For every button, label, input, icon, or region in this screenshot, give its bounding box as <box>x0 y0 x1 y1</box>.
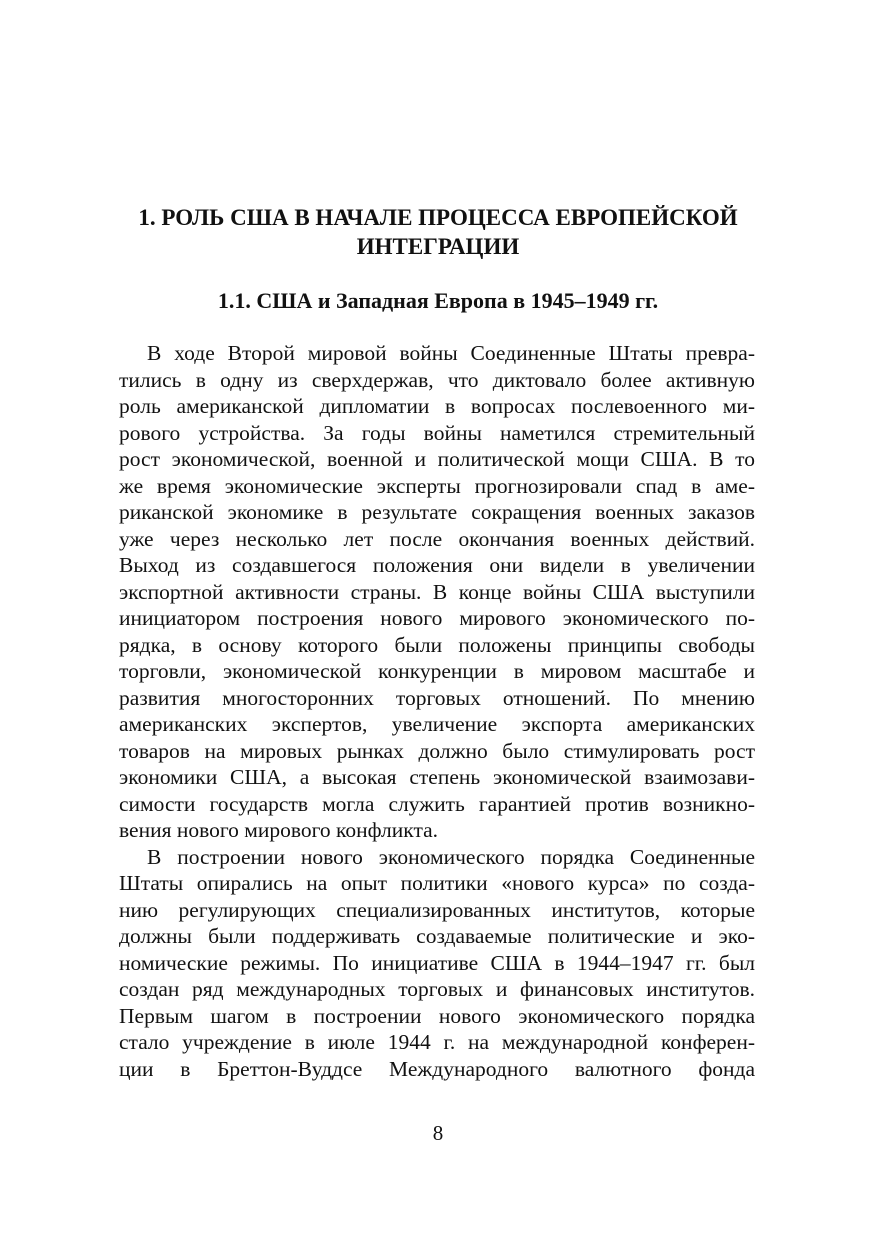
text-line: номические режимы. По инициативе США в 1944–1947 гг. был <box>119 950 755 975</box>
text-line: должны были поддерживать создаваемые политические и эко- <box>119 924 755 948</box>
text-line: рового устройства. За годы войны наметился стремительный <box>119 420 755 445</box>
page-number: 8 <box>432 1121 444 1145</box>
text-line: ции в Бреттон-Вуддсе Международного валютного фонда <box>119 1056 755 1081</box>
body-text <box>119 340 755 1082</box>
paragraph-2 <box>119 844 755 1083</box>
text-line: уже через несколько лет после окончания военных действий. <box>119 526 755 551</box>
text-line: создан ряд международных торговых и финансовых институтов. <box>119 977 755 1001</box>
text-line: вения нового мирового конфликта. <box>119 818 439 842</box>
text-line: тились в одну из сверхдержав, что диктовало более активную <box>119 367 755 392</box>
text-line: В ходе Второй мировой войны Соединенные Штаты превра- <box>147 341 755 365</box>
text-line: американских экспертов, увеличение экспорта американских <box>119 712 755 736</box>
text-line: товаров на мировых рынках должно было стимулировать рост <box>119 738 755 763</box>
text-line: развития многосторонних торговых отношений. По мнению <box>119 685 755 710</box>
text-line: рост экономической, военной и политической мощи США. В то <box>119 447 755 471</box>
text-line: симости государств могла служить гарантией против возникно- <box>119 791 755 816</box>
text-line: роль американской дипломатии в вопросах послевоенного ми- <box>119 394 755 418</box>
text-line: Первым шагом в построении нового экономического порядка <box>119 1003 755 1028</box>
text-line: стало учреждение в июле 1944 г. на международной конферен- <box>119 1030 755 1054</box>
text-line: Выход из создавшегося положения они видели в увеличении <box>119 553 755 577</box>
chapter-title-line-2: ИНТЕГРАЦИИ <box>356 234 520 259</box>
text-line: риканской экономике в результате сокращения военных заказов <box>119 500 755 524</box>
text-line: В построении нового экономического порядка Соединенные <box>147 844 755 869</box>
text-line: нию регулирующих специализированных институтов, которые <box>119 897 755 922</box>
chapter-title <box>100 203 776 261</box>
text-line: экономики США, а высокая степень экономической взаимозави- <box>119 765 755 789</box>
text-line: инициатором построения нового мирового экономического по- <box>119 606 755 630</box>
chapter-title-line-1: 1. РОЛЬ США В НАЧАЛЕ ПРОЦЕССА ЕВРОПЕЙСКОЙ <box>138 205 738 230</box>
text-line: же время экономические эксперты прогнозировали спад в аме- <box>119 473 755 498</box>
text-line: Штаты опирались на опыт политики «нового курса» по созда- <box>119 871 755 895</box>
text-line: экспортной активности страны. В конце войны США выступили <box>119 579 755 604</box>
paragraph-1 <box>119 340 755 844</box>
text-line: торговли, экономической конкуренции в мировом масштабе и <box>119 659 755 683</box>
section-title: 1.1. США и Западная Европа в 1945–1949 гг. <box>217 288 659 313</box>
text-line: рядка, в основу которого были положены принципы свободы <box>119 632 755 657</box>
